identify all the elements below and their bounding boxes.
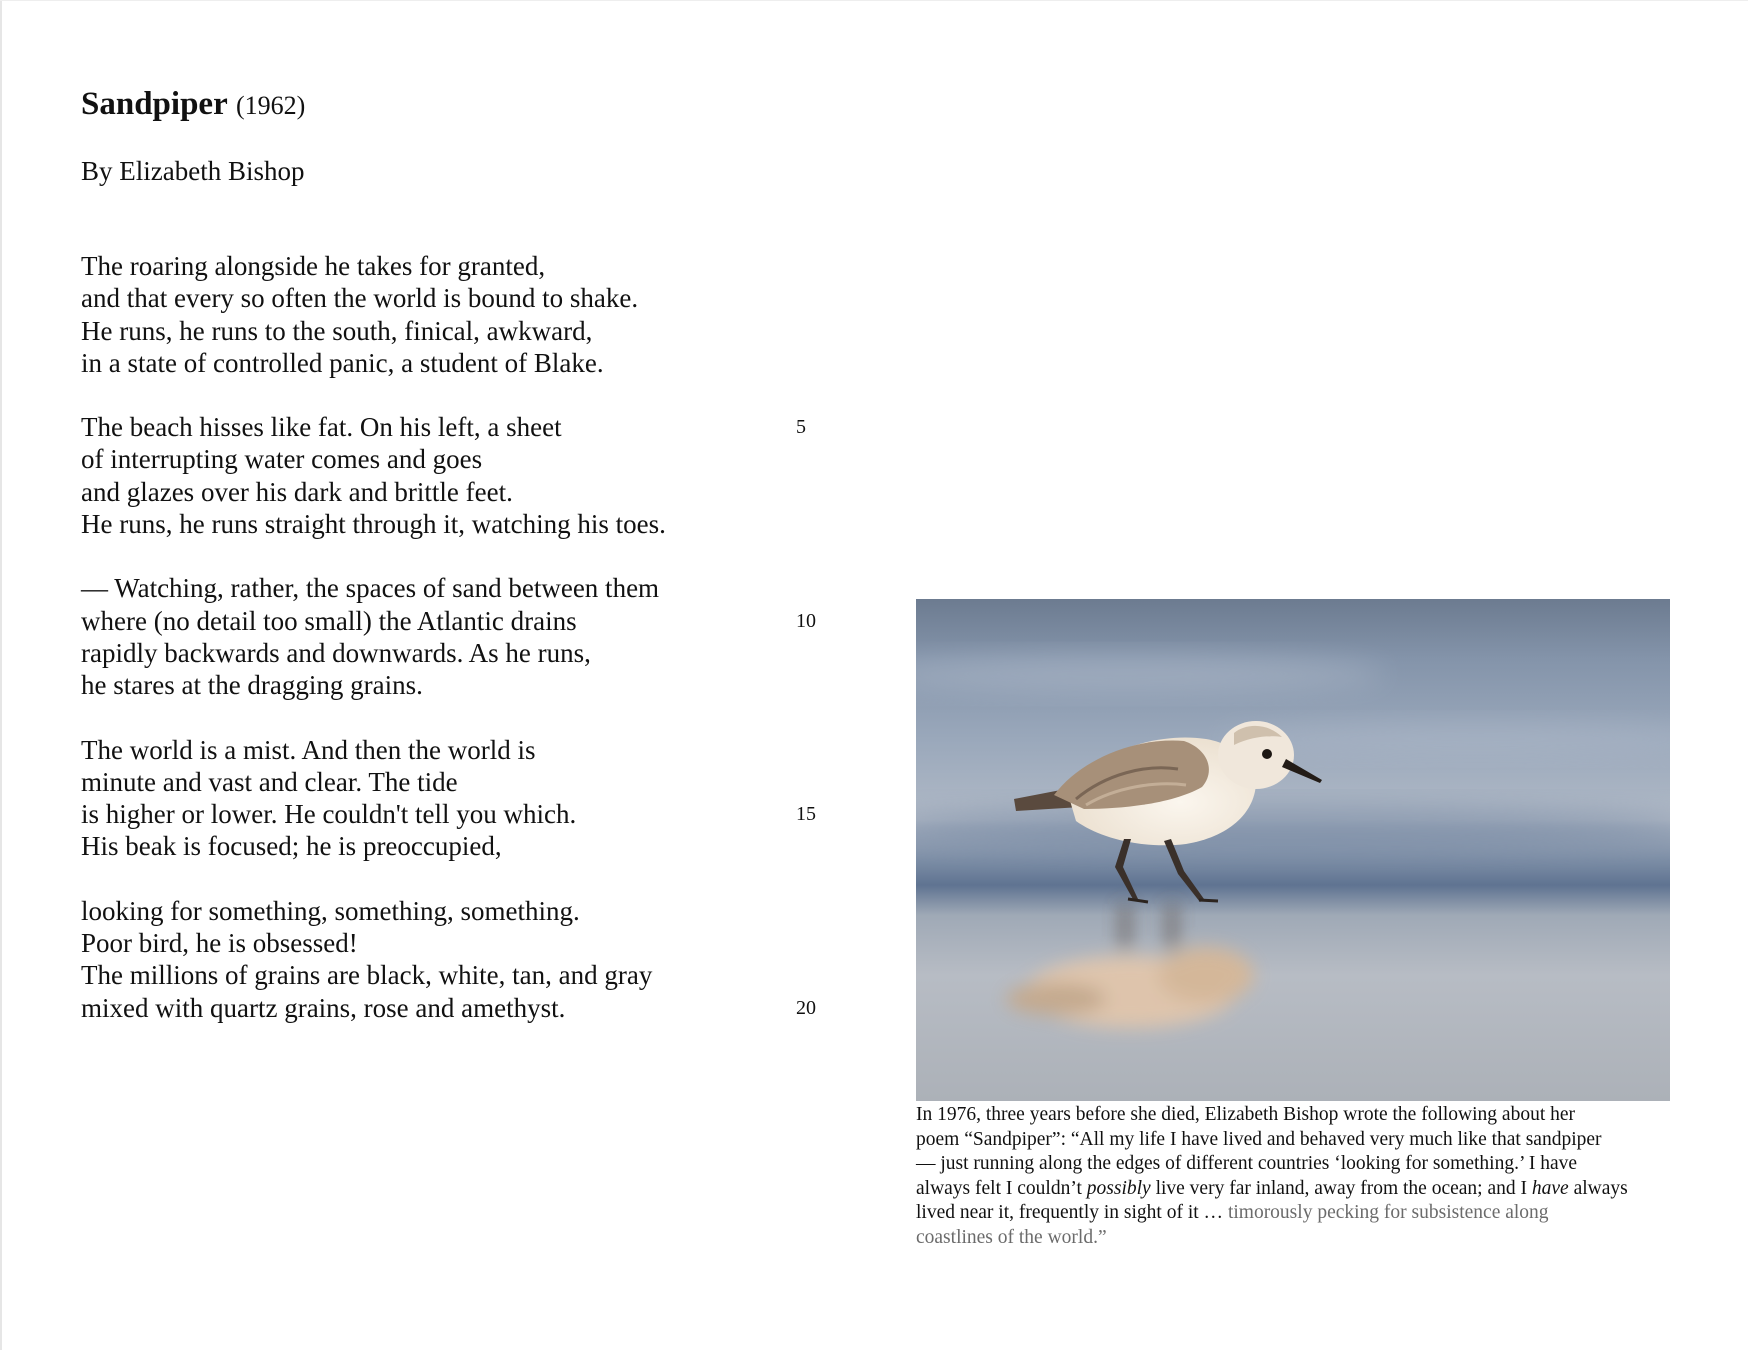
poem-line-text: The roaring alongside he takes for granted, — [81, 251, 546, 281]
poem-line — [81, 347, 841, 379]
poem-title — [81, 82, 305, 128]
poem-line — [81, 766, 841, 798]
poem-line-text: He runs, he runs to the south, finical, awkward, — [81, 315, 593, 346]
line-number: 20 — [796, 996, 816, 1019]
page-top-edge — [0, 0, 1748, 1]
caption-italic: have — [1531, 1177, 1569, 1199]
poem-line-text: He runs, he runs straight through it, watching his toes. — [81, 509, 666, 540]
stanza — [81, 572, 841, 701]
poem-body — [81, 250, 841, 1056]
poem-line — [81, 637, 841, 669]
line-number: 10 — [796, 609, 816, 632]
poem-line — [81, 895, 841, 927]
caption-line — [916, 1177, 1676, 1202]
stanza — [81, 734, 841, 863]
caption-line: coastlines of the world.” — [916, 1226, 1107, 1248]
poem-line — [81, 992, 841, 1024]
caption-line: — just running along the edges of different countries ‘looking for something.’ I have — [916, 1153, 1578, 1175]
poem-line-text: His beak is focused; he is preoccupied, — [81, 831, 502, 862]
poem-line-text: and that every so often the world is bound to shake. — [81, 283, 639, 314]
poem-line-text: mixed with quartz grains, rose and amethyst. — [81, 992, 566, 1023]
line-number: 5 — [796, 416, 806, 439]
caption-line: In 1976, three years before she died, Elizabeth Bishop wrote the following about her — [916, 1104, 1576, 1125]
stanza — [81, 411, 841, 540]
poem-line — [81, 508, 841, 540]
caption-text: always — [1568, 1177, 1628, 1199]
caption-line — [916, 1201, 1676, 1226]
poem-line-text: looking for something, something, something. — [81, 895, 580, 926]
poem-line-text: in a state of controlled panic, a student of Blake. — [81, 347, 604, 378]
caption-gray-text: timorously pecking for subsistence along — [1227, 1202, 1549, 1224]
poem-line-text: rapidly backwards and downwards. As he runs, — [81, 637, 591, 668]
poem-line-text: The millions of grains are black, white, tan, and gray — [81, 960, 653, 991]
poem-line — [81, 734, 841, 766]
poem-line — [81, 798, 841, 830]
poem-line-text: where (no detail too small) the Atlantic drains — [81, 605, 577, 636]
poem-line-text: The beach hisses like fat. On his left, a sheet — [81, 412, 562, 443]
caption-line: poem “Sandpiper”: “All my life I have lived and behaved very much like that sandpiper — [916, 1128, 1602, 1150]
caption-italic: possibly — [1086, 1177, 1151, 1199]
poem-line — [81, 411, 841, 443]
page-left-edge — [0, 0, 2, 1350]
poem-line — [81, 250, 841, 282]
sandpiper-photo — [916, 599, 1670, 1101]
poem-line-text: is higher or lower. He couldn't tell you which. — [81, 799, 577, 830]
poem-line-text: and glazes over his dark and brittle feet. — [81, 476, 513, 507]
poem-line — [81, 959, 841, 991]
poem-line-text: minute and vast and clear. The tide — [81, 766, 458, 797]
stanza — [81, 895, 841, 1024]
photo-caption — [916, 1103, 1676, 1251]
poem-line-text: he stares at the dragging grains. — [81, 670, 423, 701]
poem-line — [81, 605, 841, 637]
caption-text: live very far inland, away from the ocean; and I — [1150, 1177, 1532, 1199]
poem-line — [81, 443, 841, 475]
poem-line — [81, 669, 841, 701]
poem-line — [81, 315, 841, 347]
caption-text: lived near it, frequently in sight of it … — [916, 1202, 1228, 1224]
poem-line — [81, 476, 841, 508]
poem-line — [81, 282, 841, 314]
poem-line — [81, 830, 841, 862]
poem-line — [81, 927, 841, 959]
line-number: 15 — [796, 803, 816, 826]
poem-title-year: (1962) — [235, 91, 306, 120]
poem-line-text: — Watching, rather, the spaces of sand between them — [81, 573, 660, 604]
poem-title-main: Sandpiper — [81, 86, 228, 122]
poem-byline: By Elizabeth Bishop — [81, 156, 305, 186]
caption-text: always felt I couldn’t — [916, 1177, 1087, 1199]
stanza — [81, 250, 841, 379]
poem-line-text: of interrupting water comes and goes — [81, 444, 483, 475]
poem-line — [81, 572, 841, 604]
poem-line-text: The world is a mist. And then the world is — [81, 734, 536, 765]
poem-line-text: Poor bird, he is obsessed! — [81, 928, 358, 959]
